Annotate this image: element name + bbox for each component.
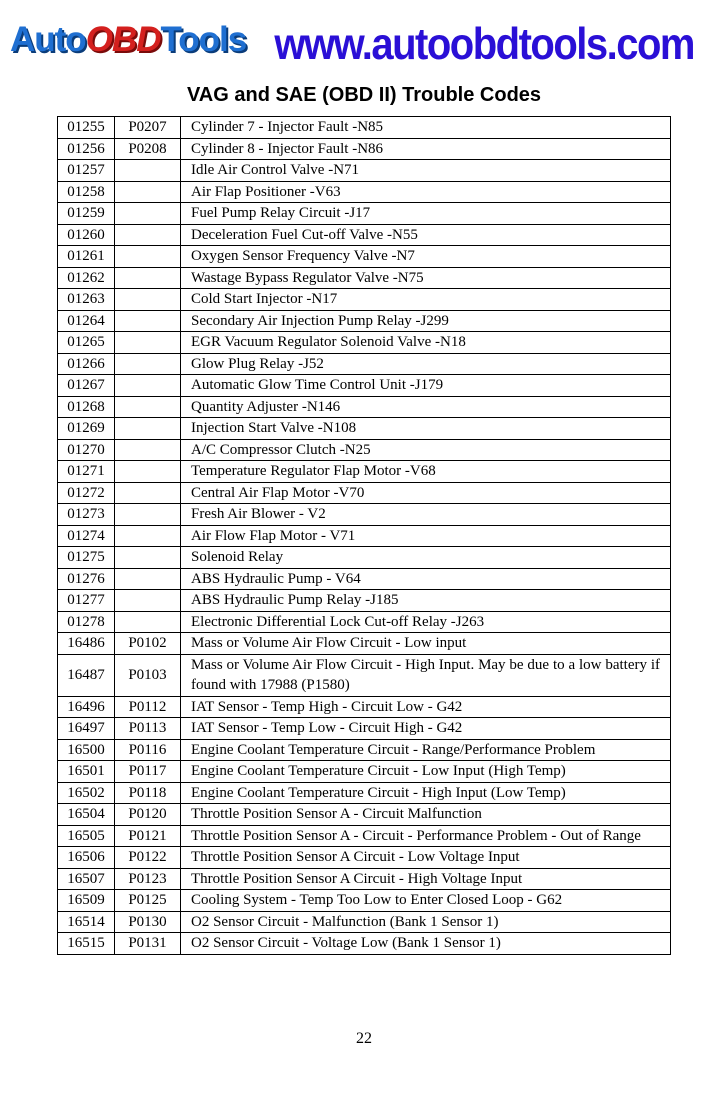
table-row <box>58 418 671 440</box>
vag-code-cell: 01266 <box>58 353 115 375</box>
logo-prefix: Auto <box>10 20 86 59</box>
sae-code-cell <box>115 590 181 612</box>
table-row <box>58 911 671 933</box>
vag-code-cell: 01257 <box>58 160 115 182</box>
sae-code-cell <box>115 332 181 354</box>
table-row <box>58 611 671 633</box>
sae-code-cell <box>115 224 181 246</box>
sae-code-cell <box>115 568 181 590</box>
description-cell: Cold Start Injector -N17 <box>181 289 671 311</box>
description-cell: A/C Compressor Clutch -N25 <box>181 439 671 461</box>
vag-code-cell: 01258 <box>58 181 115 203</box>
description-cell: Solenoid Relay <box>181 547 671 569</box>
vag-code-cell: 16509 <box>58 890 115 912</box>
description-cell: Fresh Air Blower - V2 <box>181 504 671 526</box>
description-cell: Idle Air Control Valve -N71 <box>181 160 671 182</box>
sae-code-cell: P0207 <box>115 117 181 139</box>
sae-code-cell: P0117 <box>115 761 181 783</box>
sae-code-cell: P0131 <box>115 933 181 955</box>
table-row <box>58 504 671 526</box>
vag-code-cell: 16487 <box>58 654 115 696</box>
table-row <box>58 117 671 139</box>
vag-code-cell: 01261 <box>58 246 115 268</box>
description-cell: Temperature Regulator Flap Motor -V68 <box>181 461 671 483</box>
description-cell: Secondary Air Injection Pump Relay -J299 <box>181 310 671 332</box>
description-cell: Oxygen Sensor Frequency Valve -N7 <box>181 246 671 268</box>
vag-code-cell: 16496 <box>58 696 115 718</box>
description-cell: Air Flap Positioner -V63 <box>181 181 671 203</box>
description-cell: ABS Hydraulic Pump - V64 <box>181 568 671 590</box>
sae-code-cell <box>115 461 181 483</box>
description-cell: Mass or Volume Air Flow Circuit - High Input. May be due to a low battery if found with 17988 (P1580) <box>181 654 671 696</box>
vag-code-cell: 01271 <box>58 461 115 483</box>
vag-code-cell: 01272 <box>58 482 115 504</box>
description-cell: EGR Vacuum Regulator Solenoid Valve -N18 <box>181 332 671 354</box>
description-cell: Central Air Flap Motor -V70 <box>181 482 671 504</box>
description-cell: Glow Plug Relay -J52 <box>181 353 671 375</box>
table-row <box>58 375 671 397</box>
vag-code-cell: 16505 <box>58 825 115 847</box>
description-cell: Deceleration Fuel Cut-off Valve -N55 <box>181 224 671 246</box>
description-cell: Cylinder 7 - Injector Fault -N85 <box>181 117 671 139</box>
vag-code-cell: 01262 <box>58 267 115 289</box>
sae-code-cell: P0102 <box>115 633 181 655</box>
trouble-codes-table <box>57 116 671 955</box>
table-row <box>58 933 671 955</box>
sae-code-cell: P0113 <box>115 718 181 740</box>
table-row <box>58 439 671 461</box>
table-row <box>58 696 671 718</box>
sae-code-cell: P0120 <box>115 804 181 826</box>
table-row <box>58 246 671 268</box>
sae-code-cell <box>115 310 181 332</box>
description-cell: Throttle Position Sensor A Circuit - High Voltage Input <box>181 868 671 890</box>
table-row <box>58 654 671 696</box>
description-cell: O2 Sensor Circuit - Malfunction (Bank 1 Sensor 1) <box>181 911 671 933</box>
table-row <box>58 868 671 890</box>
page-number: 22 <box>356 1030 372 1047</box>
sae-code-cell: P0122 <box>115 847 181 869</box>
description-cell: IAT Sensor - Temp Low - Circuit High - G42 <box>181 718 671 740</box>
vag-code-cell: 16502 <box>58 782 115 804</box>
sae-code-cell <box>115 547 181 569</box>
vag-code-cell: 16507 <box>58 868 115 890</box>
sae-code-cell <box>115 160 181 182</box>
table-row <box>58 267 671 289</box>
table-row <box>58 332 671 354</box>
vag-code-cell: 01273 <box>58 504 115 526</box>
description-cell: Cooling System - Temp Too Low to Enter Closed Loop - G62 <box>181 890 671 912</box>
description-cell: Air Flow Flap Motor - V71 <box>181 525 671 547</box>
table-row <box>58 547 671 569</box>
description-cell: Engine Coolant Temperature Circuit - Low Input (High Temp) <box>181 761 671 783</box>
vag-code-cell: 01278 <box>58 611 115 633</box>
sae-code-cell <box>115 289 181 311</box>
table-row <box>58 138 671 160</box>
sae-code-cell <box>115 267 181 289</box>
sae-code-cell <box>115 203 181 225</box>
vag-code-cell: 01265 <box>58 332 115 354</box>
description-cell: Automatic Glow Time Control Unit -J179 <box>181 375 671 397</box>
sae-code-cell <box>115 375 181 397</box>
table-row <box>58 590 671 612</box>
sae-code-cell: P0208 <box>115 138 181 160</box>
description-cell: ABS Hydraulic Pump Relay -J185 <box>181 590 671 612</box>
vag-code-cell: 16486 <box>58 633 115 655</box>
logo-middle: OBD <box>85 20 161 59</box>
vag-code-cell: 01263 <box>58 289 115 311</box>
table-row <box>58 203 671 225</box>
description-cell: Engine Coolant Temperature Circuit - Range/Performance Problem <box>181 739 671 761</box>
sae-code-cell <box>115 353 181 375</box>
vag-code-cell: 16515 <box>58 933 115 955</box>
description-cell: IAT Sensor - Temp High - Circuit Low - G42 <box>181 696 671 718</box>
table-row <box>58 160 671 182</box>
vag-code-cell: 01268 <box>58 396 115 418</box>
table-row <box>58 181 671 203</box>
table-row <box>58 890 671 912</box>
sae-code-cell <box>115 525 181 547</box>
description-cell: Quantity Adjuster -N146 <box>181 396 671 418</box>
page-header <box>0 0 728 80</box>
sae-code-cell <box>115 482 181 504</box>
description-cell: Electronic Differential Lock Cut-off Relay -J263 <box>181 611 671 633</box>
sae-code-cell: P0125 <box>115 890 181 912</box>
table-row <box>58 804 671 826</box>
autoobdtools-logo <box>10 20 246 60</box>
table-row <box>58 847 671 869</box>
sae-code-cell <box>115 439 181 461</box>
table-row <box>58 482 671 504</box>
vag-code-cell: 16514 <box>58 911 115 933</box>
vag-code-cell: 16497 <box>58 718 115 740</box>
document-title: VAG and SAE (OBD II) Trouble Codes <box>186 84 542 106</box>
vag-code-cell: 16501 <box>58 761 115 783</box>
vag-code-cell: 01256 <box>58 138 115 160</box>
table-row <box>58 224 671 246</box>
table-row <box>58 353 671 375</box>
vag-code-cell: 01260 <box>58 224 115 246</box>
description-cell: Wastage Bypass Regulator Valve -N75 <box>181 267 671 289</box>
vag-code-cell: 16506 <box>58 847 115 869</box>
sae-code-cell <box>115 396 181 418</box>
description-cell: Throttle Position Sensor A Circuit - Low Voltage Input <box>181 847 671 869</box>
vag-code-cell: 01277 <box>58 590 115 612</box>
table-row <box>58 825 671 847</box>
sae-code-cell <box>115 246 181 268</box>
description-cell: Throttle Position Sensor A - Circuit - Performance Problem - Out of Range <box>181 825 671 847</box>
vag-code-cell: 01276 <box>58 568 115 590</box>
sae-code-cell <box>115 611 181 633</box>
description-cell: Fuel Pump Relay Circuit -J17 <box>181 203 671 225</box>
table-row <box>58 718 671 740</box>
site-url: www.autoobdtools.com <box>274 20 694 70</box>
sae-code-cell <box>115 504 181 526</box>
description-cell: O2 Sensor Circuit - Voltage Low (Bank 1 Sensor 1) <box>181 933 671 955</box>
vag-code-cell: 01269 <box>58 418 115 440</box>
table-row <box>58 782 671 804</box>
vag-code-cell: 16504 <box>58 804 115 826</box>
sae-code-cell: P0130 <box>115 911 181 933</box>
table-row <box>58 461 671 483</box>
vag-code-cell: 01275 <box>58 547 115 569</box>
vag-code-cell: 01255 <box>58 117 115 139</box>
description-cell: Engine Coolant Temperature Circuit - High Input (Low Temp) <box>181 782 671 804</box>
vag-code-cell: 01264 <box>58 310 115 332</box>
sae-code-cell <box>115 418 181 440</box>
vag-code-cell: 01270 <box>58 439 115 461</box>
table-row <box>58 525 671 547</box>
vag-code-cell: 01259 <box>58 203 115 225</box>
sae-code-cell: P0121 <box>115 825 181 847</box>
sae-code-cell: P0116 <box>115 739 181 761</box>
description-cell: Injection Start Valve -N108 <box>181 418 671 440</box>
table-row <box>58 739 671 761</box>
vag-code-cell: 01267 <box>58 375 115 397</box>
table-row <box>58 310 671 332</box>
sae-code-cell <box>115 181 181 203</box>
table-row <box>58 289 671 311</box>
description-cell: Cylinder 8 - Injector Fault -N86 <box>181 138 671 160</box>
vag-code-cell: 16500 <box>58 739 115 761</box>
sae-code-cell: P0123 <box>115 868 181 890</box>
description-cell: Throttle Position Sensor A - Circuit Malfunction <box>181 804 671 826</box>
sae-code-cell: P0118 <box>115 782 181 804</box>
trouble-codes-body <box>58 117 671 955</box>
table-row <box>58 633 671 655</box>
sae-code-cell: P0112 <box>115 696 181 718</box>
vag-code-cell: 01274 <box>58 525 115 547</box>
table-row <box>58 568 671 590</box>
sae-code-cell: P0103 <box>115 654 181 696</box>
logo-suffix: Tools <box>160 20 247 59</box>
table-row <box>58 761 671 783</box>
description-cell: Mass or Volume Air Flow Circuit - Low input <box>181 633 671 655</box>
table-row <box>58 396 671 418</box>
